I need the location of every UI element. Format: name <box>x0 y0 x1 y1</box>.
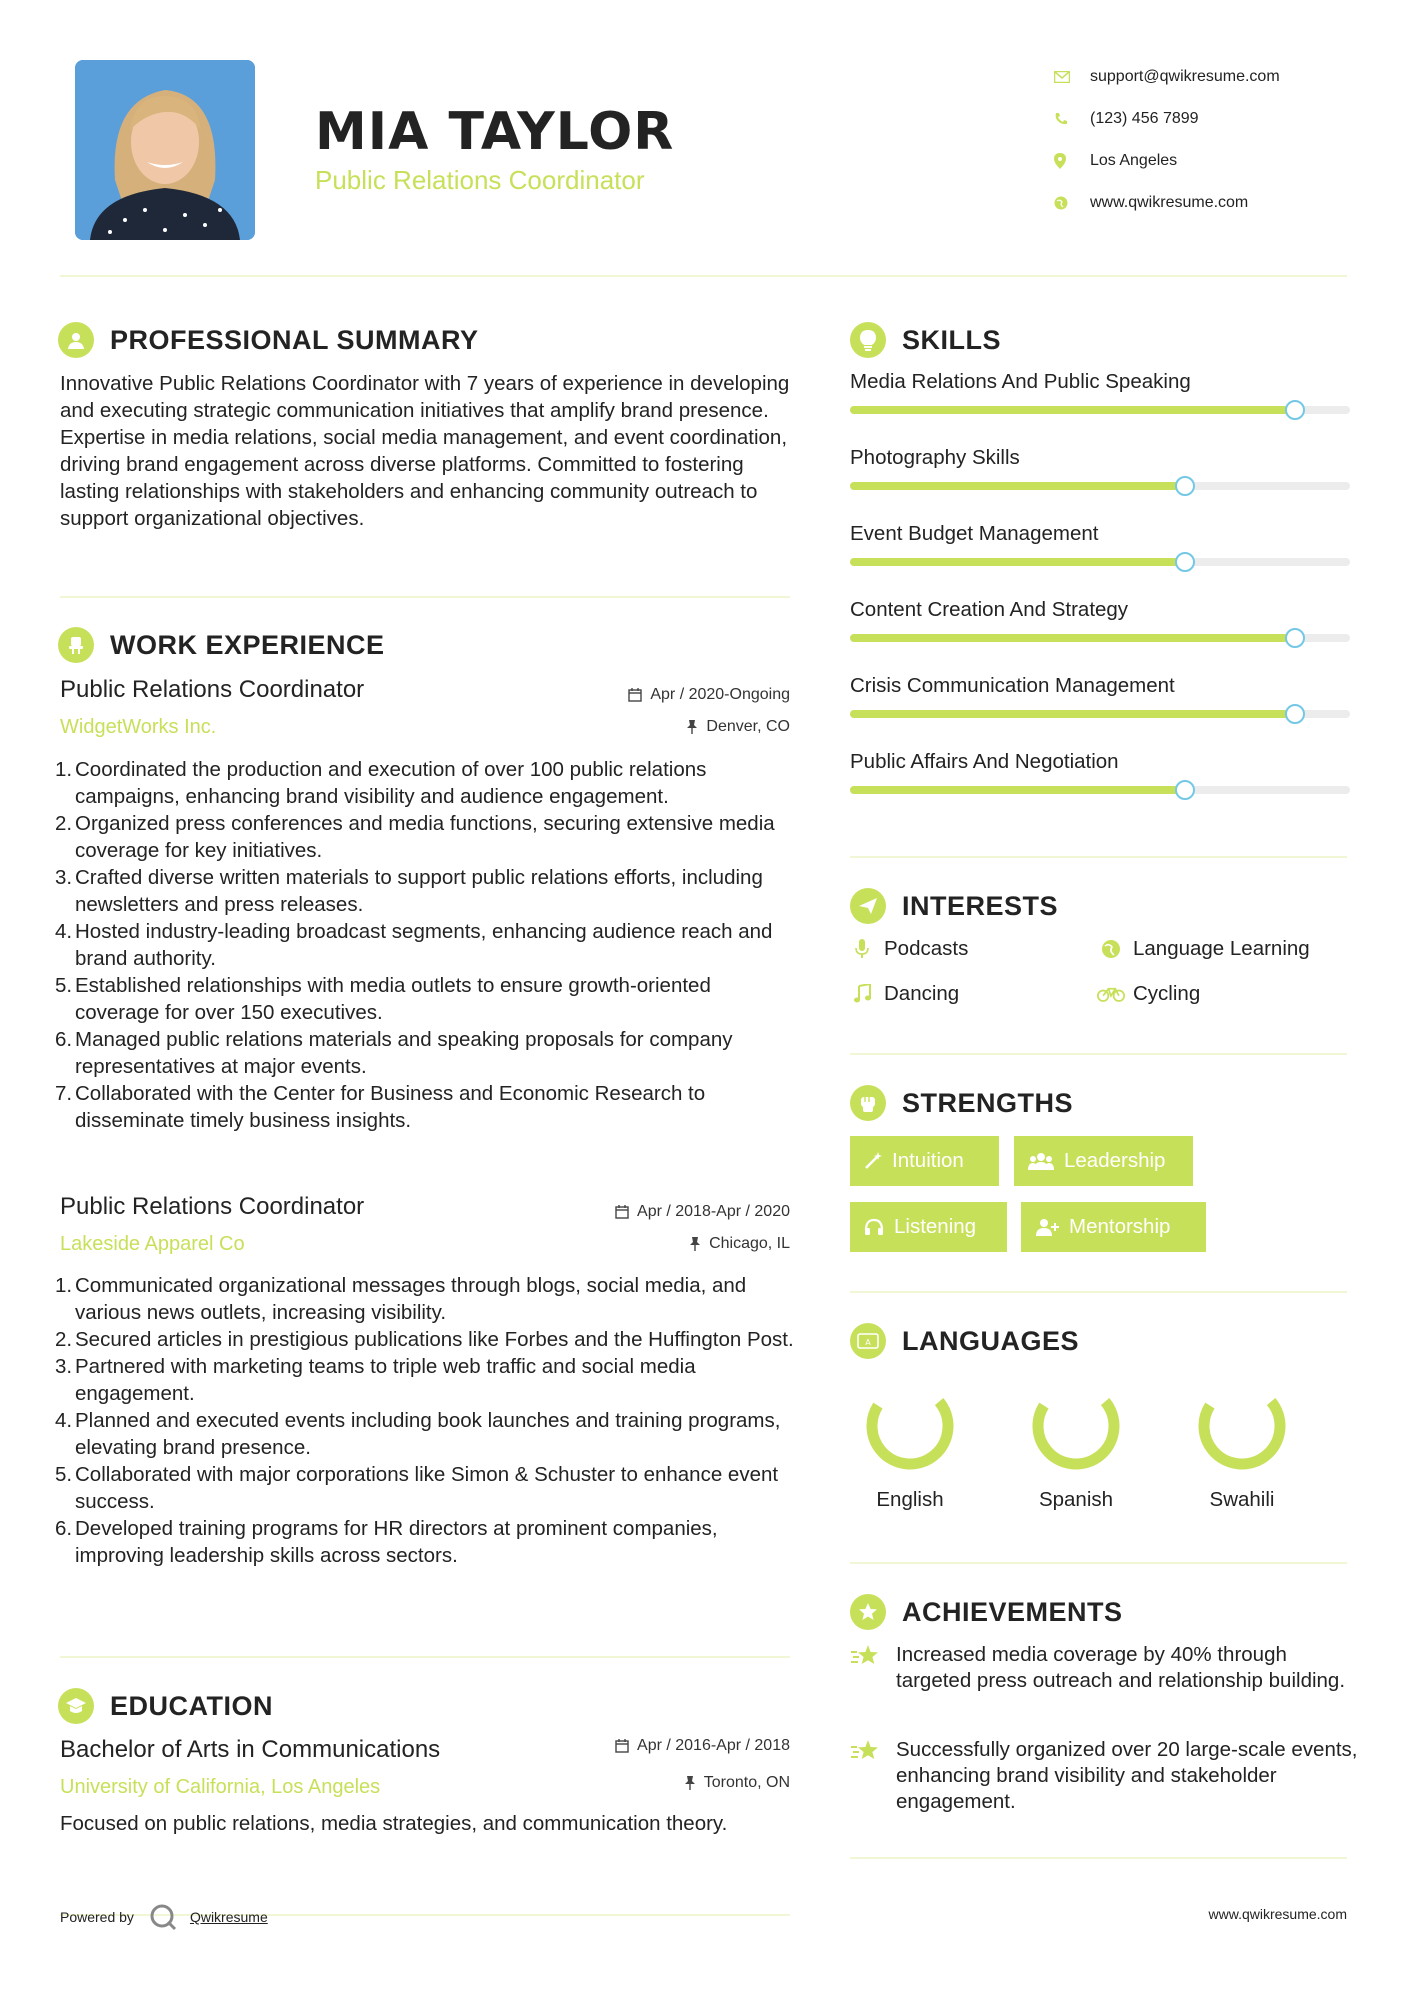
skill-item <box>850 370 1350 394</box>
job-2-title: Public Relations Coordinator <box>60 1193 365 1220</box>
bullet-text: Managed public relations materials and speaking proposals for company representatives at major events. <box>75 1028 733 1078</box>
job-2-dates-row <box>520 1203 790 1221</box>
footer-brand-link[interactable]: Qwikresume <box>189 1909 268 1925</box>
skills-header <box>850 322 1001 358</box>
skill-bar-fill <box>850 482 1185 490</box>
skill-bar-fill <box>850 634 1295 642</box>
strength-label: Mentorship <box>1069 1215 1171 1238</box>
interest-label: Podcasts <box>884 937 969 960</box>
skill-bar-fill <box>850 558 1185 566</box>
contact-website-row <box>1050 182 1370 224</box>
language-ring <box>1028 1378 1124 1474</box>
job-1-bullet <box>55 756 795 810</box>
achievement-item <box>850 1642 1360 1694</box>
achievement-text: Increased media coverage by 40% through targeted press outreach and relationship building. <box>896 1643 1346 1692</box>
bullet-text: Organized press conferences and media functions, securing extensive media coverage for key initiatives. <box>75 812 775 862</box>
user-plus-icon <box>1035 1218 1059 1236</box>
language-name: Swahili <box>1209 1488 1275 1511</box>
bullet-number: 4. <box>55 920 73 943</box>
language-name: English <box>876 1488 944 1511</box>
job-2-bullet <box>55 1326 795 1353</box>
bicycle-icon <box>1097 985 1125 1003</box>
job-2-location-row <box>520 1235 790 1253</box>
job-2-bullets <box>55 1272 795 1569</box>
strength-label: Intuition <box>892 1149 964 1172</box>
bullet-text: Developed training programs for HR directors at prominent companies, improving leadership skills across sectors. <box>75 1517 718 1567</box>
language-item <box>840 1378 980 1512</box>
globe-icon <box>1050 196 1090 210</box>
bullet-number: 1. <box>55 758 73 781</box>
skill-bar-fill <box>850 406 1295 414</box>
bullet-number: 5. <box>55 1463 73 1486</box>
job-1-bullet <box>55 972 795 1026</box>
bullet-text: Hosted industry-leading broadcast segments, enhancing audience reach and brand authority. <box>75 920 773 970</box>
calendar-icon <box>615 1205 629 1219</box>
experience-divider <box>60 1656 790 1658</box>
headphones-icon <box>864 1218 884 1236</box>
job-2-dates: Apr / 2018-Apr / 2020 <box>637 1203 790 1220</box>
skill-bar <box>850 710 1350 718</box>
bullet-number: 6. <box>55 1517 73 1540</box>
skill-bar <box>850 406 1350 414</box>
bullet-text: Partnered with marketing teams to triple web traffic and social media engagement. <box>75 1355 696 1405</box>
job-2-bullet <box>55 1353 795 1407</box>
skill-bar-fill <box>850 786 1185 794</box>
strengths-divider <box>850 1291 1347 1293</box>
education-header <box>58 1688 273 1724</box>
interest-language-learning <box>1097 937 1310 961</box>
achievements-header <box>850 1594 1123 1630</box>
bullet-text: Coordinated the production and execution of over 100 public relations campaigns, enhancing brand visibility and audience engagement. <box>75 758 707 808</box>
experience-header <box>58 627 385 663</box>
job-2-bullet <box>55 1407 795 1461</box>
language-icon <box>850 1323 886 1359</box>
skill-bar-knob <box>1285 704 1305 724</box>
skill-bar-knob <box>1175 780 1195 800</box>
skill-item <box>850 598 1350 622</box>
job-1-company: WidgetWorks Inc. <box>60 716 217 738</box>
achievements-title: ACHIEVEMENTS <box>902 1596 1123 1627</box>
education-degree: Bachelor of Arts in Communications <box>60 1736 441 1763</box>
summary-title: PROFESSIONAL SUMMARY <box>110 324 479 355</box>
bullet-text: Established relationships with media outlets to ensure growth-oriented coverage for over 150 executives. <box>75 974 711 1024</box>
strength-tag-mentorship <box>1021 1202 1206 1252</box>
footer-url[interactable]: www.qwikresume.com <box>1208 1906 1347 1922</box>
languages-header <box>850 1323 1079 1359</box>
job-1-location-row <box>520 718 790 736</box>
bullet-text: Secured articles in prestigious publications like Forbes and the Huffington Post. <box>75 1328 794 1351</box>
bullet-text: Crafted diverse written materials to support public relations efforts, including newsletters and press releases. <box>75 866 763 916</box>
experience-title: WORK EXPERIENCE <box>110 629 385 660</box>
globe-icon <box>1097 939 1125 959</box>
skill-bar-knob <box>1175 476 1195 496</box>
microphone-icon <box>848 939 876 959</box>
skill-name: Event Budget Management <box>850 522 1099 545</box>
user-icon <box>58 322 94 358</box>
skill-name: Crisis Communication Management <box>850 674 1175 697</box>
skill-name: Public Affairs And Negotiation <box>850 750 1119 773</box>
candidate-role: Public Relations Coordinator <box>315 165 645 195</box>
contact-block <box>1050 56 1370 224</box>
education-location: Toronto, ON <box>703 1774 790 1791</box>
achievement-text: Successfully organized over 20 large-scale events, enhancing brand visibility and stakeholder engagement. <box>896 1738 1358 1813</box>
skill-bar <box>850 634 1350 642</box>
skill-bar-fill <box>850 710 1295 718</box>
interest-dancing <box>848 982 959 1006</box>
skill-name: Media Relations And Public Speaking <box>850 370 1191 393</box>
star-icon <box>850 1737 896 1815</box>
strength-tag-leadership <box>1014 1136 1193 1186</box>
chair-icon <box>58 627 94 663</box>
footer-powered <box>60 1902 268 1932</box>
interest-cycling <box>1097 982 1200 1006</box>
achievements-divider <box>850 1857 1347 1859</box>
phone-icon <box>1050 112 1090 126</box>
strength-label: Leadership <box>1064 1149 1166 1172</box>
summary-divider <box>60 596 790 598</box>
pushpin-icon <box>684 1776 696 1790</box>
job-2-bullet <box>55 1272 795 1326</box>
envelope-icon <box>1050 71 1090 83</box>
skills-title: SKILLS <box>902 324 1002 355</box>
bullet-text: Collaborated with the Center for Business and Economic Research to disseminate timely business insights. <box>75 1082 706 1132</box>
skill-bar-knob <box>1175 552 1195 572</box>
skills-divider <box>850 856 1347 858</box>
language-item <box>1172 1378 1312 1512</box>
skill-name: Photography Skills <box>850 446 1020 469</box>
magic-wand-icon <box>864 1152 882 1170</box>
job-2-bullet <box>55 1515 795 1569</box>
language-ring <box>1194 1378 1290 1474</box>
strengths-title: STRENGTHS <box>902 1087 1074 1118</box>
interest-label: Dancing <box>884 982 960 1005</box>
strength-tag-listening <box>850 1202 1007 1252</box>
music-note-icon <box>848 984 876 1004</box>
bullet-number: 3. <box>55 1355 73 1378</box>
strength-tag-intuition <box>850 1136 999 1186</box>
map-pin-icon <box>1050 153 1090 169</box>
education-location-row <box>520 1774 790 1792</box>
interests-divider <box>850 1053 1347 1055</box>
bullet-text: Planned and executed events including book launches and training programs, elevating brand presence. <box>75 1409 781 1459</box>
candidate-name: MIA TAYLOR <box>315 102 675 162</box>
graduation-icon <box>58 1688 94 1724</box>
pushpin-icon <box>686 720 698 734</box>
contact-email-row <box>1050 56 1370 98</box>
svg-text:A: A <box>865 1338 871 1347</box>
skill-name: Content Creation And Strategy <box>850 598 1129 621</box>
education-title: EDUCATION <box>110 1690 273 1721</box>
pushpin-icon <box>689 1237 701 1251</box>
interest-label: Cycling <box>1133 982 1201 1005</box>
job-2-bullet <box>55 1461 795 1515</box>
education-dates: Apr / 2016-Apr / 2018 <box>637 1737 790 1754</box>
job-1-bullet <box>55 1026 795 1080</box>
job-1-bullet <box>55 918 795 972</box>
job-1-dates-row <box>520 686 790 704</box>
strength-label: Listening <box>894 1215 977 1238</box>
contact-phone-row <box>1050 98 1370 140</box>
qwikresume-logo-icon <box>148 1902 178 1932</box>
contact-location: Los Angeles <box>1090 152 1178 169</box>
contact-website[interactable]: www.qwikresume.com <box>1090 194 1249 211</box>
skill-item <box>850 522 1350 546</box>
language-item <box>1006 1378 1146 1512</box>
contact-phone: (123) 456 7899 <box>1090 110 1199 127</box>
bullet-number: 6. <box>55 1028 73 1051</box>
strengths-header <box>850 1085 1073 1121</box>
calendar-icon <box>628 688 642 702</box>
languages-divider <box>850 1562 1347 1564</box>
job-1-bullets <box>55 756 795 1134</box>
summary-text: Innovative Public Relations Coordinator with 7 years of experience in developing and executing strategic communication initiatives that amplify brand presence. Expertise in media relations, social media management, and event coordination, driving brand engagement across diverse platforms. Committed to fostering lasting relationships with stakeholders and enhancing community outreach to support organizational objectives. <box>60 372 790 530</box>
job-1-dates: Apr / 2020-Ongoing <box>650 686 790 703</box>
language-ring <box>862 1378 958 1474</box>
contact-email[interactable]: support@qwikresume.com <box>1090 68 1280 85</box>
star-badge-icon <box>850 1594 886 1630</box>
bullet-number: 2. <box>55 1328 73 1351</box>
bullet-text: Communicated organizational messages through blogs, social media, and various news outlets, increasing visibility. <box>75 1274 747 1324</box>
lightbulb-icon <box>850 322 886 358</box>
bullet-number: 2. <box>55 812 73 835</box>
job-1-bullet <box>55 864 795 918</box>
job-2-location: Chicago, IL <box>709 1235 790 1252</box>
skill-bar <box>850 482 1350 490</box>
fist-icon <box>850 1085 886 1121</box>
summary-header <box>58 322 479 358</box>
users-icon <box>1028 1152 1054 1170</box>
language-name: Spanish <box>1038 1488 1114 1511</box>
education-school: University of California, Los Angeles <box>60 1776 381 1798</box>
job-1-bullet <box>55 1080 795 1134</box>
powered-by-label: Powered by <box>60 1909 134 1925</box>
calendar-icon <box>615 1739 629 1753</box>
education-dates-row <box>520 1737 790 1755</box>
languages-title: LANGUAGES <box>902 1325 1080 1356</box>
interest-podcasts <box>848 937 968 961</box>
skill-bar <box>850 558 1350 566</box>
skill-item <box>850 446 1350 470</box>
achievement-item <box>850 1737 1360 1815</box>
bullet-number: 4. <box>55 1409 73 1432</box>
skill-bar <box>850 786 1350 794</box>
job-1-title: Public Relations Coordinator <box>60 676 365 703</box>
bullet-number: 1. <box>55 1274 73 1297</box>
job-1-location: Denver, CO <box>706 718 790 735</box>
skill-bar-knob <box>1285 628 1305 648</box>
profile-photo <box>75 60 255 240</box>
job-1-bullet <box>55 810 795 864</box>
contact-location-row <box>1050 140 1370 182</box>
interests-header <box>850 888 1058 924</box>
star-icon <box>850 1642 896 1694</box>
bullet-number: 7. <box>55 1082 73 1105</box>
header-divider <box>60 275 1347 277</box>
job-2-company: Lakeside Apparel Co <box>60 1233 245 1255</box>
skill-item <box>850 750 1350 774</box>
skill-bar-knob <box>1285 400 1305 420</box>
bullet-text: Collaborated with major corporations like Simon & Schuster to enhance event success. <box>75 1463 779 1513</box>
interest-label: Language Learning <box>1133 937 1310 960</box>
bullet-number: 3. <box>55 866 73 889</box>
bullet-number: 5. <box>55 974 73 997</box>
skill-item <box>850 674 1350 698</box>
interests-title: INTERESTS <box>902 890 1059 921</box>
education-text: Focused on public relations, media strategies, and communication theory. <box>60 1812 728 1835</box>
paper-plane-icon <box>850 888 886 924</box>
